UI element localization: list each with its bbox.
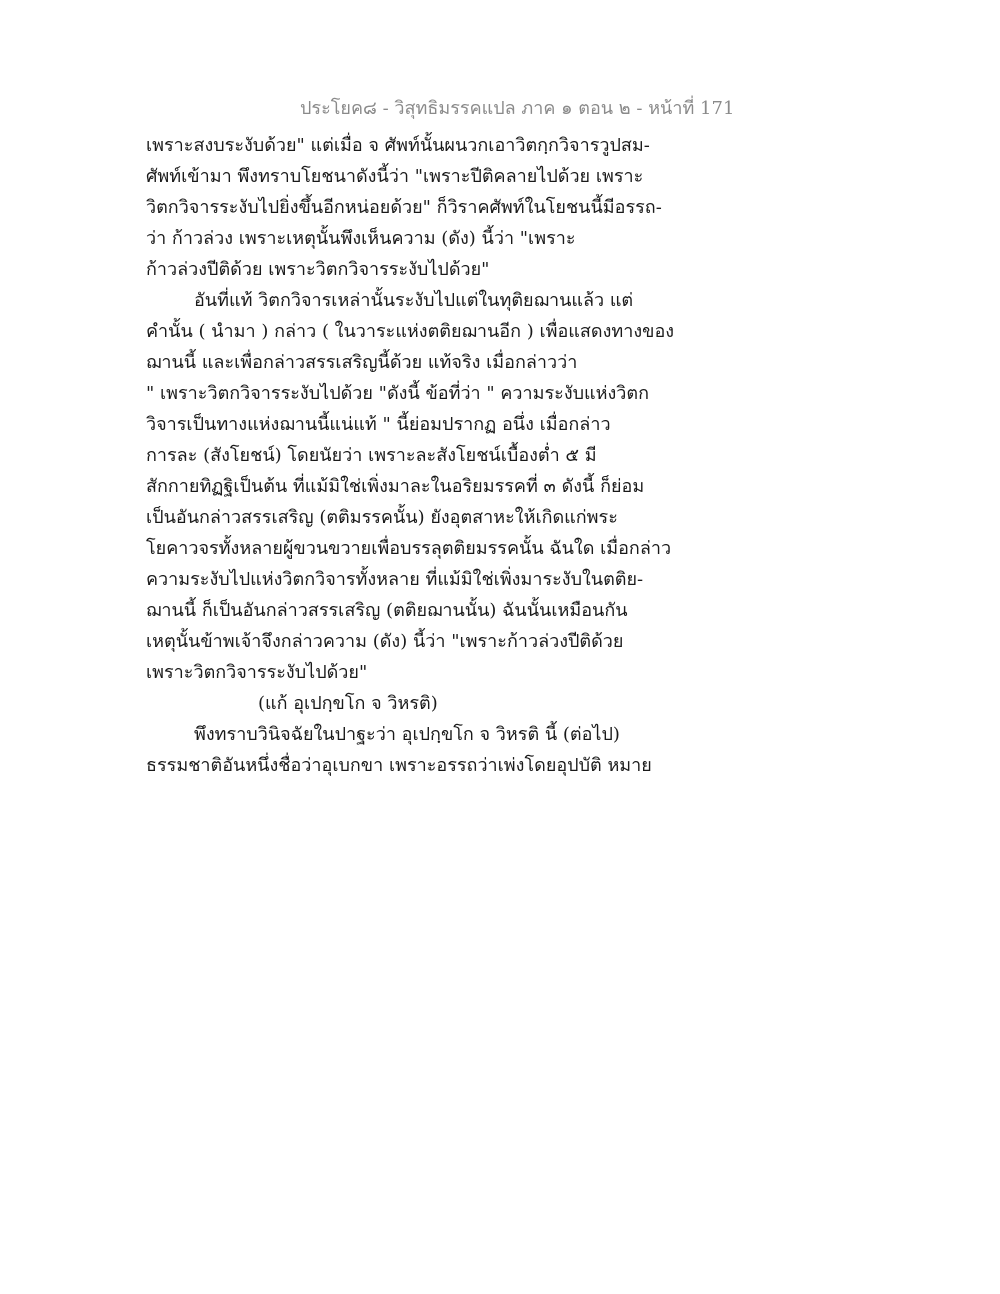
text-line: วิจารเป็นทางแห่งฌานนี้แน่แท้ " นี้ย่อมปรากฏ อนึ่ง เมื่อกล่าว [146, 414, 611, 435]
paragraph [146, 719, 652, 781]
text-line: ศัพท์เข้ามา พึงทราบโยชนาดังนี้ว่า "เพราะปีติคลายไปด้วย เพราะ [146, 166, 644, 187]
text-line: ธรรมชาติอันหนึ่งชื่อว่าอุเบกขา เพราะอรรถว่าเพ่งโดยอุปบัติ หมาย [146, 755, 652, 776]
text-line: ฌานนี้ ก็เป็นอันกล่าวสรรเสริญ (ตติยฌานนั้น) ฉันนั้นเหมือนกัน [146, 600, 628, 621]
text-line: ฌานนี้ และเพื่อกล่าวสรรเสริญนี้ด้วย แท้จริง เมื่อกล่าวว่า [146, 352, 578, 373]
text-line: เป็นอันกล่าวสรรเสริญ (ตติมรรคนั้น) ยังอุตสาหะให้เกิดแก่พระ [146, 507, 618, 528]
text-line: สักกายทิฏฐิเป็นต้น ที่แม้มิใช่เพิ่งมาละในอริยมรรคที่ ๓ ดังนี้ ก็ย่อม [146, 476, 645, 497]
text-line: วิตกวิจารระงับไปยิ่งขึ้นอีกหน่อยด้วย" ก็วิราคศัพท์ในโยชนนี้มีอรรถ- [146, 197, 662, 218]
paragraph-continuation [146, 130, 662, 285]
text-line: เพราะสงบระงับด้วย" แต่เมื่อ จ ศัพท์นั้นผนวกเอาวิตกฺกวิจารวูปสม- [146, 135, 650, 156]
section-heading-wrapper [146, 688, 646, 719]
text-line: การละ (สังโยชน์) โดยนัยว่า เพราะละสังโยชน์เบื้องต่ำ ๕ มี [146, 445, 597, 466]
text-line: เพราะวิตกวิจารระงับไปด้วย" [146, 662, 368, 683]
text-line: เหตุนั้นข้าพเจ้าจึงกล่าวความ (ดัง) นี้ว่า "เพราะก้าวล่วงปีติด้วย [146, 631, 624, 652]
text-line-indented: อันที่แท้ วิตกวิจารเหล่านั้นระงับไปแต่ในทุติยฌานแล้ว แต่ [194, 290, 634, 311]
text-line: คำนั้น ( นำมา ) กล่าว ( ในวาระแห่งตติยฌานอีก ) เพื่อแสดงทางของ [146, 321, 675, 342]
section-heading: (แก้ อุเปกฺขโก จ วิหรติ) [258, 693, 438, 714]
running-page-header: ประโยค๘ - วิสุทธิมรรคแปล ภาค ๑ ตอน ๒ - หน้าที่ 171 [300, 98, 735, 119]
text-line: ก้าวล่วงปีติด้วย เพราะวิตกวิจารระงับไปด้วย" [146, 259, 490, 280]
text-line: ว่า ก้าวล่วง เพราะเหตุนั้นพึงเห็นความ (ดัง) นี้ว่า "เพราะ [146, 228, 576, 249]
text-line: ความระงับไปแห่งวิตกวิจารทั้งหลาย ที่แม้มิใช่เพิ่งมาระงับในตติย- [146, 569, 644, 590]
paragraph [146, 285, 675, 688]
document-body [146, 130, 675, 781]
text-line: " เพราะวิตกวิจารระงับไปด้วย "ดังนี้ ข้อที่ว่า " ความระงับแห่งวิตก [146, 383, 650, 404]
text-line: โยคาวจรทั้งหลายผู้ขวนขวายเพื่อบรรลุตติยมรรคนั้น ฉันใด เมื่อกล่าว [146, 538, 672, 559]
text-line-indented: พึงทราบวินิจฉัยในปาฐะว่า อุเปกฺขโก จ วิหรติ นี้ (ต่อไป) [194, 724, 620, 745]
